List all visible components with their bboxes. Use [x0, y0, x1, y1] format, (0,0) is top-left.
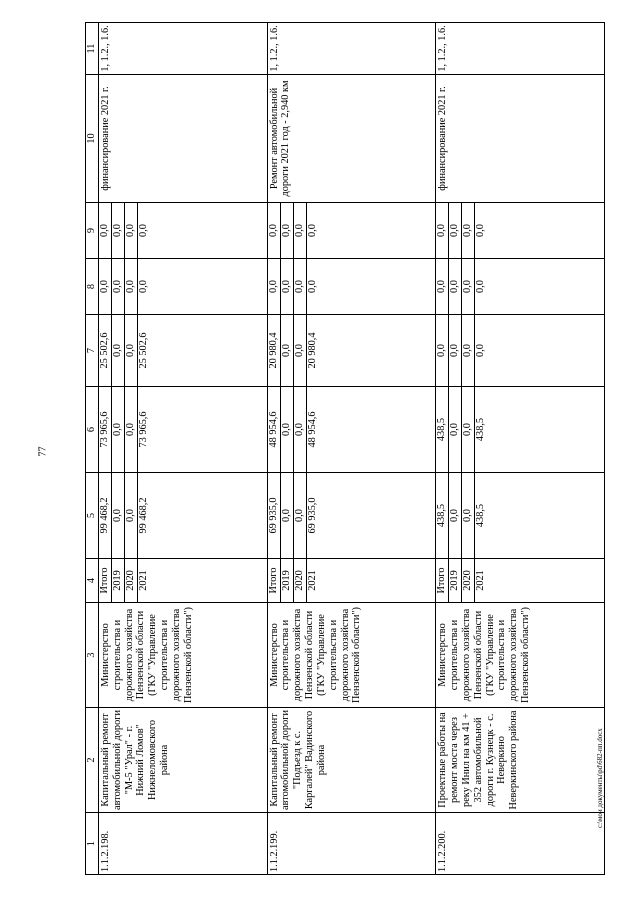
value-c5: 0,0: [462, 473, 475, 558]
col-header-10: 10: [86, 75, 99, 203]
col-header-5: 5: [86, 473, 99, 559]
col-header-2: 2: [86, 708, 99, 813]
subvalues-c7: [436, 315, 487, 386]
value-c6: 0,0: [112, 387, 125, 472]
value-c8: 0,0: [462, 259, 475, 314]
value-c6: 73 965,6: [138, 411, 149, 448]
value-c9: 0,0: [268, 203, 281, 258]
cell-c7: [267, 315, 436, 387]
value-c6: 438,5: [475, 417, 487, 442]
value-years: 2021: [138, 570, 149, 591]
cell-c10: финансирование 2021 г.: [99, 75, 268, 203]
value-years: 2020: [293, 559, 306, 602]
value-years: Итого: [268, 559, 281, 602]
value-c8: 0,0: [138, 280, 149, 293]
subvalues-years: [436, 559, 487, 602]
value-years: 2020: [125, 559, 138, 602]
value-c8: 0,0: [449, 259, 462, 314]
value-c7: 0,0: [449, 315, 462, 386]
subvalues-c9: [99, 203, 150, 258]
value-years: 2019: [280, 559, 293, 602]
subvalues-c8: [436, 259, 487, 314]
subvalues-c5: [99, 473, 150, 558]
col-header-9: 9: [86, 203, 99, 259]
value-c7: 0,0: [436, 315, 449, 386]
value-c5: 99 468,2: [99, 473, 112, 558]
cell-exec: Министерство строительства и дорожного хозяйства Пензенской области (ГКУ "Управление строительства и дорожного хозяйства Пензенской области"): [99, 603, 268, 708]
cell-c5: [436, 473, 605, 559]
cell-exec: Министерство строительства и дорожного хозяйства Пензенской области (ГКУ "Управление строительства и дорожного хозяйства Пензенской области"): [436, 603, 605, 708]
cell-c11: 1, 1.2., 1.6.: [99, 23, 268, 75]
value-c6: 48 954,6: [306, 411, 318, 448]
value-c6: 0,0: [280, 387, 293, 472]
value-c9: 0,0: [280, 203, 293, 258]
cell-c11: 1, 1.2., 1.6.: [436, 23, 605, 75]
value-c6: 0,0: [125, 387, 138, 472]
subvalues-c6: [268, 387, 319, 472]
header-row: [86, 23, 99, 875]
cell-c6: [267, 387, 436, 473]
value-c8: 0,0: [280, 259, 293, 314]
value-years: 2019: [449, 559, 462, 602]
value-c8: 0,0: [293, 259, 306, 314]
value-years: 2021: [475, 570, 487, 591]
value-c7: 0,0: [462, 315, 475, 386]
table-row: [267, 23, 436, 875]
value-c5: 0,0: [449, 473, 462, 558]
cell-c7: [436, 315, 605, 387]
cell-c11: 1, 1.2., 1.6.: [267, 23, 436, 75]
value-c9: 0,0: [99, 203, 112, 258]
value-c5: 69 935,0: [268, 473, 281, 558]
value-c5: 69 935,0: [306, 497, 318, 534]
value-c7: 0,0: [125, 315, 138, 386]
subvalues-c5: [436, 473, 487, 558]
value-c6: 0,0: [293, 387, 306, 472]
value-c8: 0,0: [99, 259, 112, 314]
rotated-table-container: [85, 23, 605, 875]
subvalues-c8: [99, 259, 150, 314]
cell-c10: Ремонт автомобильной дороги 2021 год - 2,940 км: [267, 75, 436, 203]
subvalues-years: [268, 559, 319, 602]
cell-c9: [99, 203, 268, 259]
subvalues-c9: [436, 203, 487, 258]
value-c6: 48 954,6: [268, 387, 281, 472]
value-c9: 0,0: [112, 203, 125, 258]
col-header-11: 11: [86, 23, 99, 75]
value-c9: 0,0: [449, 203, 462, 258]
subvalues-c7: [99, 315, 150, 386]
value-c5: 99 468,2: [138, 497, 149, 534]
subvalues-c6: [99, 387, 150, 472]
col-header-3: 3: [86, 603, 99, 708]
value-c9: 0,0: [138, 224, 149, 237]
value-c6: 0,0: [462, 387, 475, 472]
value-c7: 20 980,4: [268, 315, 281, 386]
col-header-7: 7: [86, 315, 99, 387]
cell-c8: [436, 259, 605, 315]
cell-years: [436, 559, 605, 603]
value-c5: 0,0: [280, 473, 293, 558]
subvalues-c5: [268, 473, 319, 558]
value-c8: 0,0: [475, 280, 487, 293]
value-c9: 0,0: [475, 224, 487, 237]
value-c7: 25 502,6: [138, 332, 149, 369]
value-c7: 20 980,4: [306, 332, 318, 369]
value-c7: 25 502,6: [99, 315, 112, 386]
value-c7: 0,0: [293, 315, 306, 386]
col-header-6: 6: [86, 387, 99, 473]
value-c5: 0,0: [112, 473, 125, 558]
value-years: Итого: [436, 559, 449, 602]
cell-c6: [99, 387, 268, 473]
cell-name: Проектные работы на ремонт моста через реку Инил на км 41 + 352 автомобильной дороги г. Кузнецк - с. Неверкино Неверкинского района: [436, 708, 605, 813]
value-c7: 0,0: [475, 344, 487, 357]
value-c9: 0,0: [436, 203, 449, 258]
value-c6: 73 965,6: [99, 387, 112, 472]
cell-c8: [267, 259, 436, 315]
value-c7: 0,0: [280, 315, 293, 386]
value-c7: 0,0: [112, 315, 125, 386]
value-c9: 0,0: [125, 203, 138, 258]
cell-years: [267, 559, 436, 603]
cell-c8: [99, 259, 268, 315]
table-row: [436, 23, 605, 875]
value-c6: 438,5: [436, 387, 449, 472]
program-table: [85, 22, 605, 875]
cell-c9: [267, 203, 436, 259]
cell-c7: [99, 315, 268, 387]
value-c5: 0,0: [293, 473, 306, 558]
page-number: 77: [37, 446, 49, 457]
value-years: Итого: [99, 559, 112, 602]
cell-c10: финансирование 2021 г.: [436, 75, 605, 203]
footer-path: c:\мои документы\pd\682-пп.docx: [596, 728, 604, 828]
col-header-8: 8: [86, 259, 99, 315]
cell-years: [99, 559, 268, 603]
value-c8: 0,0: [112, 259, 125, 314]
col-header-1: 1: [86, 813, 99, 875]
cell-c9: [436, 203, 605, 259]
subvalues-c8: [268, 259, 319, 314]
subvalues-c6: [436, 387, 487, 472]
cell-num: 1.1.2.198.: [99, 813, 268, 875]
cell-num: 1.1.2.200.: [436, 813, 605, 875]
cell-num: 1.1.2.199.: [267, 813, 436, 875]
value-years: 2019: [112, 559, 125, 602]
value-c8: 0,0: [268, 259, 281, 314]
value-c6: 0,0: [449, 387, 462, 472]
value-years: 2021: [306, 570, 318, 591]
cell-c5: [99, 473, 268, 559]
value-c8: 0,0: [436, 259, 449, 314]
subvalues-c9: [268, 203, 319, 258]
cell-name: Капитальный ремонт автомобильной дороги "Подъезд к с. Каргалей" Вадинского района: [267, 708, 436, 813]
cell-c6: [436, 387, 605, 473]
table-row: [99, 23, 268, 875]
value-c9: 0,0: [462, 203, 475, 258]
value-years: 2020: [462, 559, 475, 602]
subvalues-years: [99, 559, 150, 602]
cell-name: Капитальный ремонт автомобильной дороги "М-5 "Урал" - г. Нижний Ломов" Нижнеломовского района: [99, 708, 268, 813]
value-c8: 0,0: [125, 259, 138, 314]
value-c9: 0,0: [306, 224, 318, 237]
value-c5: 0,0: [125, 473, 138, 558]
cell-c5: [267, 473, 436, 559]
subvalues-c7: [268, 315, 319, 386]
value-c5: 438,5: [475, 503, 487, 528]
value-c5: 438,5: [436, 473, 449, 558]
cell-exec: Министерство строительства и дорожного хозяйства Пензенской области (ГКУ "Управление строительства и дорожного хозяйства Пензенской области"): [267, 603, 436, 708]
col-header-4: 4: [86, 559, 99, 603]
value-c9: 0,0: [293, 203, 306, 258]
value-c8: 0,0: [306, 280, 318, 293]
